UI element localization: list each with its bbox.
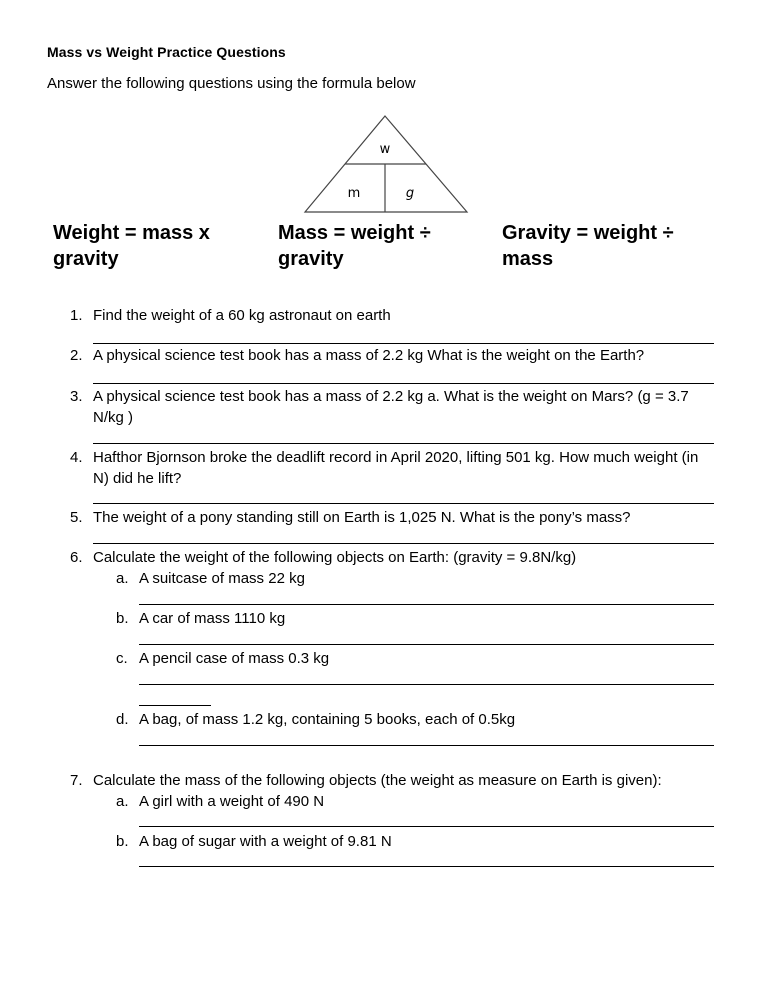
answer-line[interactable] — [139, 745, 714, 746]
sub-question-letter: d. — [116, 711, 129, 728]
answer-line[interactable] — [93, 503, 714, 504]
sub-question-letter: a. — [116, 793, 129, 810]
answer-line[interactable] — [139, 684, 714, 685]
question-number: 4. — [70, 449, 83, 466]
answer-line[interactable] — [139, 644, 714, 645]
answer-line[interactable] — [93, 343, 714, 344]
sub-question-text: A pencil case of mass 0.3 kg — [139, 650, 330, 667]
question-number: 6. — [70, 549, 83, 566]
question-number: 5. — [70, 509, 83, 526]
question-number: 1. — [70, 307, 83, 324]
worksheet-title: Mass vs Weight Practice Questions — [47, 44, 286, 60]
triangle-label-gravity: g — [405, 186, 415, 201]
triangle-label-weight: w — [379, 142, 391, 157]
question-text: Find the weight of a 60 kg astronaut on earth — [93, 307, 391, 324]
sub-question-text: A girl with a weight of 490 N — [139, 793, 325, 810]
sub-question-text: A suitcase of mass 22 kg — [139, 570, 305, 587]
answer-line[interactable] — [93, 383, 714, 384]
question-text: Calculate the mass of the following objects (the weight as measure on Earth is given): — [93, 772, 662, 789]
sub-question-letter: b. — [116, 610, 129, 627]
sub-question-text: A car of mass 1110 kg — [139, 610, 286, 627]
answer-line[interactable] — [139, 826, 714, 827]
sub-question-letter: c. — [116, 650, 128, 667]
formula-mass: Mass = weight ÷ gravity — [278, 222, 431, 270]
formula-gravity: Gravity = weight ÷ mass — [502, 222, 674, 270]
question-number: 2. — [70, 347, 83, 364]
question-text: The weight of a pony standing still on Earth is 1,025 N. What is the pony’s mass? — [93, 509, 631, 526]
formula-weight: Weight = mass x gravity — [53, 222, 210, 270]
sub-question-letter: a. — [116, 570, 129, 587]
formula-triangle — [302, 114, 470, 216]
question-text: A physical science test book has a mass of 2.2 kg What is the weight on the Earth? — [93, 347, 645, 364]
instructions: Answer the following questions using the formula below — [47, 75, 416, 92]
question-text: A physical science test book has a mass of 2.2 kg a. What is the weight on Mars? (g = 3.7 N/kg ) — [93, 388, 689, 426]
sub-question-text: A bag of sugar with a weight of 9.81 N — [139, 833, 392, 850]
question-text: Calculate the weight of the following objects on Earth: (gravity = 9.8N/kg) — [93, 549, 577, 566]
question-number: 3. — [70, 388, 83, 405]
question-number: 7. — [70, 772, 83, 789]
sub-question-letter: b. — [116, 833, 129, 850]
answer-line-continuation[interactable] — [139, 705, 211, 706]
answer-line[interactable] — [139, 604, 714, 605]
triangle-label-mass: m — [347, 186, 361, 201]
sub-question-text: A bag, of mass 1.2 kg, containing 5 books, each of 0.5kg — [139, 711, 516, 728]
answer-line[interactable] — [139, 866, 714, 867]
question-text: Hafthor Bjornson broke the deadlift record in April 2020, lifting 501 kg. How much weight (in N) did he lift? — [93, 449, 699, 487]
answer-line[interactable] — [93, 443, 714, 444]
answer-line[interactable] — [93, 543, 714, 544]
